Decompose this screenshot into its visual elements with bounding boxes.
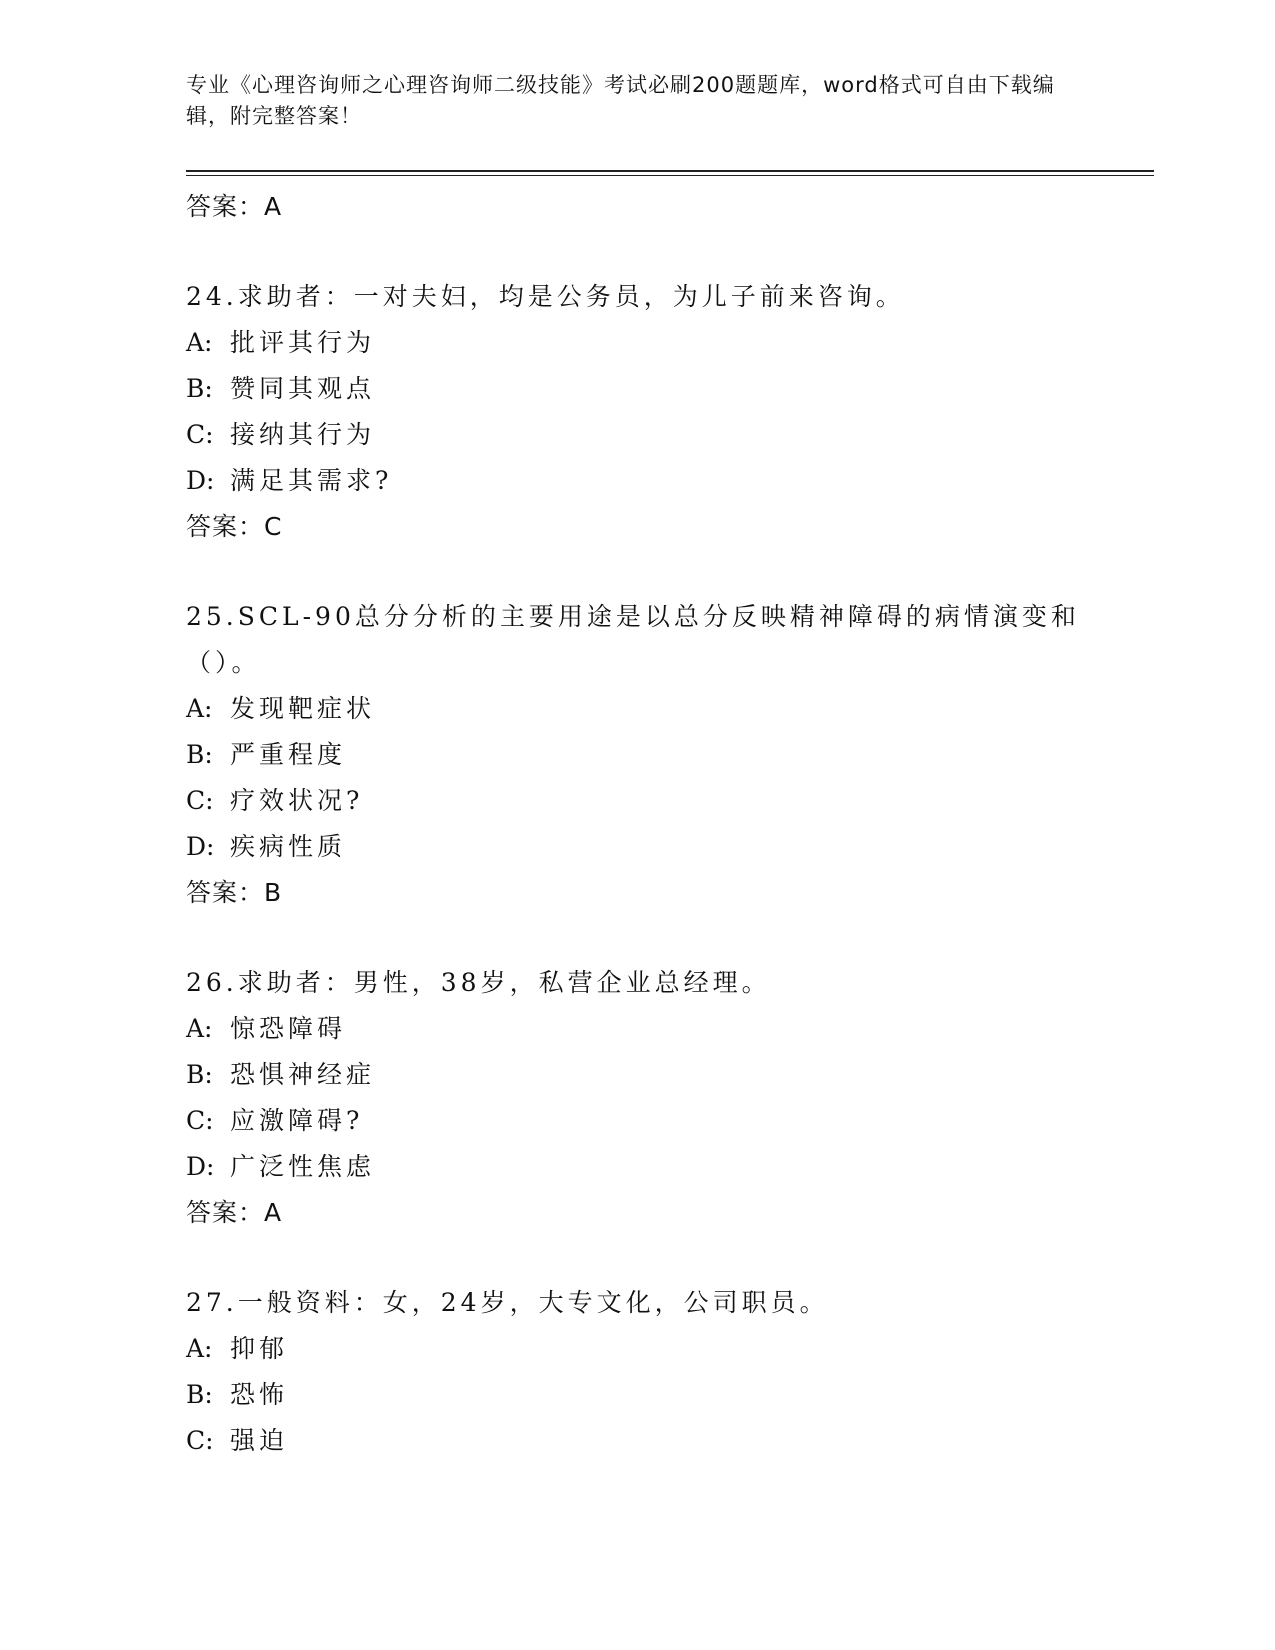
question-26	[186, 960, 1146, 1236]
option-text: 赞同其观点	[230, 374, 376, 403]
option-letter: D:	[186, 832, 215, 861]
option-letter: C:	[186, 786, 214, 815]
header-intro: 专业《心理咨询师之心理咨询师二级技能》考试必刷200题题库，word格式可自由下载编辑，附完整答案！	[186, 73, 1055, 128]
option-letter: A:	[186, 328, 213, 357]
option-text: 满足其需求?	[230, 466, 393, 495]
question-answer: 答案：C	[186, 512, 283, 541]
option-text: 强迫	[230, 1426, 289, 1455]
option-text: 抑郁	[230, 1334, 289, 1363]
option-text: 接纳其行为	[230, 420, 376, 449]
question-answer: 答案：A	[186, 1198, 283, 1227]
option-text: 发现靶症状	[230, 694, 376, 723]
option-d	[186, 1144, 1146, 1190]
option-text: 疾病性质	[230, 832, 347, 861]
option-c	[186, 1098, 1146, 1144]
option-text: 疗效状况?	[230, 786, 364, 815]
option-text: 恐怖	[230, 1380, 289, 1409]
option-c	[186, 412, 1146, 458]
option-text: 广泛性焦虑	[230, 1152, 376, 1181]
option-text: 惊恐障碍	[230, 1014, 347, 1043]
option-letter: B:	[186, 1060, 213, 1089]
option-letter: D:	[186, 1152, 215, 1181]
question-27	[186, 1280, 1146, 1464]
option-letter: A:	[186, 1334, 213, 1363]
option-c	[186, 778, 1146, 824]
option-a	[186, 1326, 1146, 1372]
option-d	[186, 458, 1146, 504]
option-text: 严重程度	[230, 740, 347, 769]
question-stem: 25.SCL-90总分分析的主要用途是以总分反映精神障碍的病情演变和（）。	[186, 602, 1080, 677]
option-letter: A:	[186, 1014, 213, 1043]
option-letter: D:	[186, 466, 215, 495]
option-a	[186, 686, 1146, 732]
question-stem: 27.一般资料：女，24岁，大专文化，公司职员。	[186, 1288, 829, 1317]
option-b	[186, 732, 1146, 778]
option-a	[186, 320, 1146, 366]
option-b	[186, 1372, 1146, 1418]
option-c	[186, 1418, 1146, 1464]
option-d	[186, 824, 1146, 870]
option-letter: B:	[186, 1380, 213, 1409]
option-text: 批评其行为	[230, 328, 376, 357]
header-divider	[186, 170, 1154, 176]
option-letter: B:	[186, 740, 213, 769]
question-24	[186, 274, 1146, 550]
question-25	[186, 594, 1146, 916]
document-page	[186, 70, 1146, 1464]
answer-prev: 答案：A	[186, 192, 283, 221]
option-letter: C:	[186, 1106, 214, 1135]
question-answer: 答案：B	[186, 878, 283, 907]
option-text: 应激障碍?	[230, 1106, 364, 1135]
option-text: 恐惧神经症	[230, 1060, 376, 1089]
question-stem: 26.求助者：男性，38岁，私营企业总经理。	[186, 968, 771, 997]
option-letter: A:	[186, 694, 213, 723]
option-letter: C:	[186, 1426, 214, 1455]
option-b	[186, 1052, 1146, 1098]
option-letter: B:	[186, 374, 213, 403]
option-a	[186, 1006, 1146, 1052]
question-stem: 24.求助者：一对夫妇，均是公务员，为儿子前来咨询。	[186, 282, 905, 311]
option-letter: C:	[186, 420, 214, 449]
option-b	[186, 366, 1146, 412]
